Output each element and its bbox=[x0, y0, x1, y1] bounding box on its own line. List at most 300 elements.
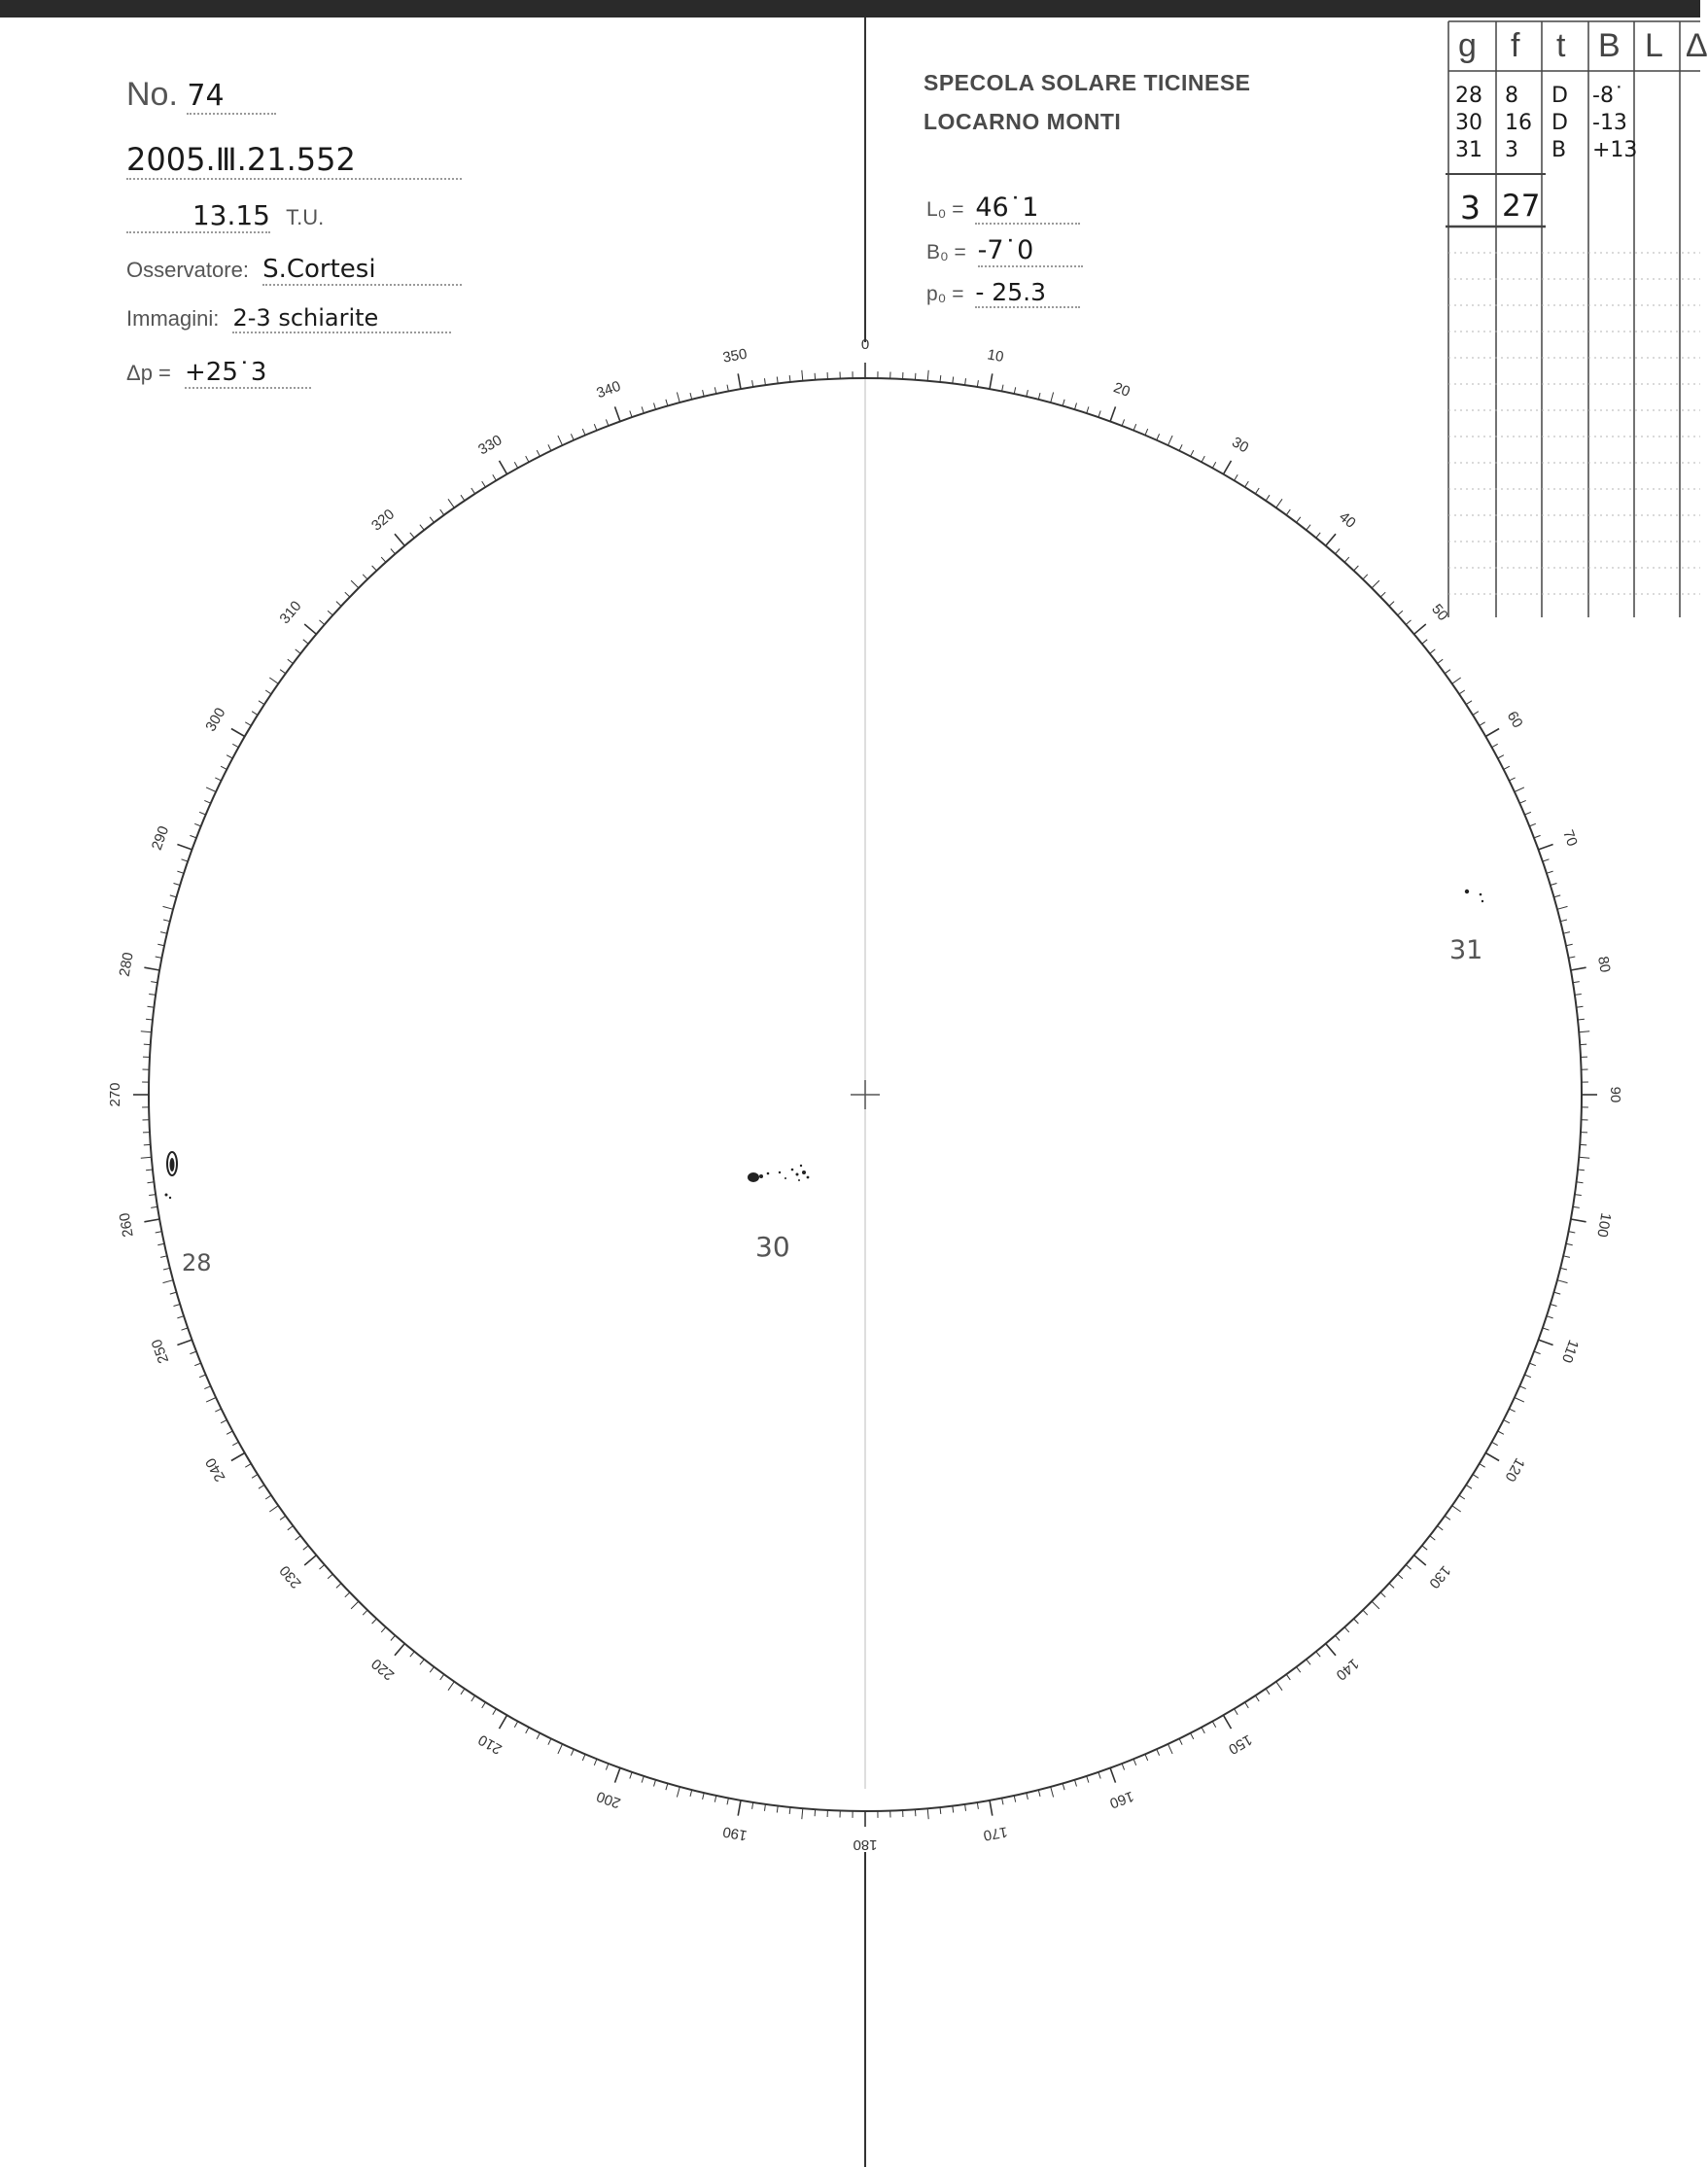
scale-tick bbox=[320, 620, 325, 625]
scale-tick bbox=[204, 1386, 210, 1389]
ephemeris-p0-label: p₀ = bbox=[926, 283, 964, 305]
delta-p-label: Δp = bbox=[126, 361, 171, 385]
scale-tick bbox=[440, 1674, 444, 1680]
scale-tick bbox=[1122, 1764, 1125, 1770]
scale-tick bbox=[206, 1398, 216, 1403]
scale-tick bbox=[1547, 1316, 1553, 1318]
sunspot-group-28 bbox=[165, 1152, 178, 1199]
sunspot-group-31 bbox=[1465, 890, 1483, 902]
scale-tick bbox=[1557, 1280, 1568, 1283]
images-value: 2-3 schiarite bbox=[232, 304, 451, 333]
scale-tick bbox=[1571, 967, 1586, 970]
scale-tick bbox=[1255, 488, 1259, 494]
scale-tick bbox=[1014, 1796, 1016, 1802]
scale-tick bbox=[558, 1744, 563, 1754]
scale-label-170: 170 bbox=[982, 1823, 1009, 1844]
scale-tick bbox=[990, 373, 993, 389]
scale-tick bbox=[493, 1709, 497, 1715]
scale-tick bbox=[199, 1375, 206, 1378]
ephemeris-l0-value: 46˙1 bbox=[975, 192, 1080, 225]
scale-tick bbox=[215, 778, 221, 781]
scale-tick bbox=[1553, 895, 1560, 897]
scale-tick bbox=[231, 1453, 245, 1461]
scale-tick bbox=[940, 375, 941, 382]
scale-tick bbox=[1430, 649, 1436, 653]
time-unit-label: T.U. bbox=[286, 205, 325, 229]
scale-tick bbox=[288, 1526, 294, 1530]
table-cell: 31 bbox=[1455, 138, 1482, 162]
scale-tick bbox=[1575, 995, 1582, 996]
scale-tick bbox=[1245, 1702, 1249, 1708]
scale-tick bbox=[351, 1601, 359, 1609]
scale-tick bbox=[1543, 1328, 1550, 1330]
scale-tick bbox=[345, 592, 350, 597]
table-header-f: f bbox=[1511, 27, 1520, 64]
scale-tick bbox=[420, 525, 424, 531]
scale-tick bbox=[163, 1280, 174, 1283]
scale-label-350: 350 bbox=[721, 345, 749, 367]
scale-tick bbox=[146, 1019, 153, 1020]
scale-tick bbox=[440, 509, 444, 515]
scale-tick bbox=[703, 390, 705, 397]
scale-tick bbox=[1438, 1526, 1444, 1530]
scale-tick bbox=[1224, 1715, 1232, 1729]
table-cell: +13 bbox=[1592, 138, 1638, 162]
scale-tick bbox=[1051, 1787, 1054, 1798]
sunspot-group-30 bbox=[748, 1165, 809, 1182]
ephemeris-l0-label: L₀ = bbox=[926, 198, 964, 221]
scale-tick bbox=[915, 373, 916, 380]
scale-tick bbox=[259, 1485, 264, 1488]
scale-tick bbox=[149, 1195, 156, 1196]
scale-tick bbox=[1473, 712, 1479, 716]
scale-tick bbox=[1336, 1635, 1341, 1640]
scale-tick bbox=[259, 701, 264, 705]
table-header-delta: Δ bbox=[1686, 27, 1708, 64]
scale-tick bbox=[1098, 1772, 1100, 1779]
scale-tick bbox=[410, 1652, 414, 1657]
scale-tick bbox=[1504, 766, 1510, 769]
scale-tick bbox=[677, 1787, 680, 1798]
scale-tick bbox=[615, 1768, 620, 1783]
scale-tick bbox=[157, 1243, 164, 1245]
scale-tick bbox=[1122, 419, 1125, 426]
scale-tick bbox=[1569, 957, 1576, 958]
scale-tick bbox=[163, 906, 174, 909]
scale-tick bbox=[227, 755, 232, 758]
scale-label-220: 220 bbox=[368, 1655, 399, 1684]
scale-tick bbox=[252, 712, 258, 716]
observatory-location: LOCARNO MONTI bbox=[924, 109, 1122, 134]
scale-label-340: 340 bbox=[594, 377, 623, 402]
scale-tick bbox=[303, 1546, 308, 1550]
record-number-value: 74 bbox=[187, 79, 276, 115]
scale-tick bbox=[802, 370, 803, 381]
observation-time: 13.15 bbox=[126, 199, 270, 233]
scale-tick bbox=[537, 450, 540, 456]
scale-tick bbox=[1145, 429, 1148, 436]
scale-tick bbox=[1430, 1536, 1436, 1540]
scale-tick bbox=[571, 1749, 574, 1755]
scale-label-90: 90 bbox=[1607, 1086, 1624, 1103]
scale-tick bbox=[280, 1516, 286, 1520]
scale-tick bbox=[1406, 1565, 1411, 1570]
scale-tick bbox=[1255, 1695, 1259, 1701]
scale-tick bbox=[144, 1219, 159, 1222]
scale-tick bbox=[1459, 690, 1465, 694]
scale-tick bbox=[1557, 906, 1568, 909]
scale-tick bbox=[177, 1316, 184, 1318]
scale-tick bbox=[280, 670, 286, 674]
scale-tick bbox=[204, 800, 210, 803]
scale-tick bbox=[642, 406, 644, 413]
table-cell: B bbox=[1551, 138, 1567, 162]
scale-tick bbox=[381, 1627, 386, 1632]
scale-tick bbox=[514, 1722, 517, 1728]
scale-tick bbox=[1566, 944, 1573, 946]
scale-tick bbox=[594, 1759, 597, 1765]
scale-tick bbox=[1380, 592, 1385, 597]
scale-tick bbox=[703, 1793, 705, 1800]
scale-tick bbox=[965, 378, 966, 385]
scale-label-260: 260 bbox=[116, 1211, 137, 1239]
scale-tick bbox=[381, 557, 386, 562]
scale-label-120: 120 bbox=[1501, 1454, 1528, 1485]
scale-tick bbox=[1519, 800, 1525, 803]
scale-tick bbox=[1157, 434, 1160, 439]
scale-tick bbox=[1168, 436, 1173, 445]
scale-tick bbox=[1354, 1619, 1359, 1624]
scale-tick bbox=[170, 1292, 177, 1294]
scale-tick bbox=[1307, 1660, 1310, 1665]
scale-tick bbox=[615, 406, 620, 421]
scale-tick bbox=[1529, 823, 1536, 826]
scale-tick bbox=[1571, 1219, 1586, 1222]
record-number-label: No. bbox=[126, 76, 178, 113]
scale-label-10: 10 bbox=[986, 346, 1005, 366]
scale-tick bbox=[1560, 1268, 1567, 1270]
scale-tick bbox=[265, 690, 271, 694]
scale-tick bbox=[1577, 1182, 1584, 1183]
scale-tick bbox=[1459, 1495, 1465, 1499]
scale-tick bbox=[953, 377, 954, 384]
scale-tick bbox=[1498, 755, 1504, 758]
scale-tick bbox=[582, 1754, 585, 1761]
scale-tick bbox=[227, 1431, 232, 1434]
scale-tick bbox=[1344, 1627, 1349, 1632]
scale-tick bbox=[1133, 424, 1136, 431]
scale-tick bbox=[765, 378, 766, 385]
scale-label-110: 110 bbox=[1557, 1337, 1583, 1366]
scale-label-310: 310 bbox=[276, 598, 305, 628]
scale-tick bbox=[157, 944, 164, 946]
scale-tick bbox=[1002, 1799, 1003, 1805]
scale-tick bbox=[558, 436, 563, 445]
scale-label-70: 70 bbox=[1559, 827, 1581, 849]
table-cell: 28 bbox=[1455, 84, 1482, 108]
scale-tick bbox=[420, 1660, 424, 1665]
scale-tick bbox=[977, 1802, 978, 1809]
scale-label-20: 20 bbox=[1111, 379, 1133, 401]
scale-tick bbox=[666, 400, 668, 406]
scale-tick bbox=[471, 488, 475, 494]
scale-tick bbox=[493, 474, 497, 480]
scale-tick bbox=[1191, 1733, 1194, 1739]
scale-tick bbox=[526, 1728, 529, 1733]
scale-tick bbox=[915, 1809, 916, 1816]
scale-tick bbox=[144, 967, 159, 970]
scale-tick bbox=[1398, 1574, 1403, 1579]
scale-tick bbox=[232, 1442, 238, 1445]
scale-label-210: 210 bbox=[475, 1730, 505, 1758]
scale-tick bbox=[149, 995, 156, 996]
scale-tick bbox=[1191, 450, 1194, 456]
scale-tick bbox=[654, 1780, 656, 1787]
scale-tick bbox=[1027, 390, 1028, 397]
scale-tick bbox=[1363, 575, 1368, 579]
scale-tick bbox=[1276, 1682, 1282, 1691]
scale-tick bbox=[160, 1256, 167, 1258]
scale-tick bbox=[1524, 812, 1531, 815]
scale-tick bbox=[245, 722, 251, 726]
scale-tick bbox=[363, 575, 367, 579]
scale-tick bbox=[1316, 1652, 1320, 1657]
scale-tick bbox=[1524, 1375, 1531, 1378]
table-header-b: B bbox=[1598, 27, 1621, 64]
scale-tick bbox=[965, 1804, 966, 1811]
scale-tick bbox=[391, 549, 396, 554]
scale-tick bbox=[1110, 1768, 1115, 1783]
scale-tick bbox=[1492, 744, 1498, 747]
scale-tick bbox=[690, 1790, 692, 1797]
scale-tick bbox=[1326, 1644, 1336, 1656]
scale-tick bbox=[802, 1808, 803, 1819]
scale-tick bbox=[1075, 403, 1077, 410]
delta-p-value: +25˙3 bbox=[185, 358, 311, 389]
scale-tick bbox=[1307, 525, 1310, 531]
scale-tick bbox=[482, 1702, 486, 1708]
scale-tick bbox=[156, 1232, 162, 1233]
scale-tick bbox=[526, 456, 529, 462]
scale-tick bbox=[1515, 787, 1524, 792]
scale-tick bbox=[1326, 534, 1336, 545]
scale-tick bbox=[177, 871, 184, 873]
scale-tick bbox=[269, 1506, 278, 1512]
scale-tick bbox=[1002, 385, 1003, 392]
scale-tick bbox=[1087, 1776, 1089, 1783]
scale-tick bbox=[1509, 778, 1515, 781]
scale-tick bbox=[1573, 982, 1580, 983]
scale-tick bbox=[482, 481, 486, 487]
scale-label-280: 280 bbox=[116, 951, 137, 978]
scale-label-140: 140 bbox=[1332, 1655, 1362, 1684]
scale-tick bbox=[199, 812, 206, 815]
scale-tick bbox=[815, 1809, 816, 1816]
scale-tick bbox=[231, 729, 245, 737]
scale-tick bbox=[320, 1565, 325, 1570]
scale-tick bbox=[1539, 1340, 1553, 1345]
scale-tick bbox=[1398, 611, 1403, 615]
scale-tick bbox=[1509, 1409, 1515, 1412]
scale-tick bbox=[1266, 495, 1270, 501]
scale-tick bbox=[927, 1808, 928, 1819]
scale-tick bbox=[328, 611, 332, 615]
scale-tick bbox=[269, 678, 278, 683]
scale-label-320: 320 bbox=[368, 506, 399, 535]
scale-tick bbox=[1087, 406, 1089, 413]
scale-tick bbox=[1563, 1256, 1570, 1258]
scale-tick bbox=[206, 787, 216, 792]
scale-tick bbox=[1504, 1420, 1510, 1423]
scale-tick bbox=[1389, 1584, 1394, 1589]
scale-tick bbox=[500, 1715, 507, 1729]
scale-tick bbox=[1560, 920, 1567, 922]
scale-tick bbox=[815, 373, 816, 380]
scale-tick bbox=[606, 1764, 609, 1770]
scale-tick bbox=[715, 1796, 716, 1802]
scale-tick bbox=[582, 429, 585, 436]
group-label-28: 28 bbox=[182, 1249, 212, 1276]
scale-label-160: 160 bbox=[1107, 1787, 1136, 1812]
scale-tick bbox=[174, 1305, 181, 1307]
scale-tick bbox=[372, 566, 377, 571]
scale-label-330: 330 bbox=[475, 432, 505, 459]
scale-tick bbox=[1492, 1442, 1498, 1445]
observer-label: Osservatore: bbox=[126, 258, 249, 282]
scale-tick bbox=[1297, 517, 1301, 523]
scale-tick bbox=[177, 1340, 192, 1345]
scale-tick bbox=[1551, 884, 1557, 886]
scale-label-240: 240 bbox=[202, 1454, 229, 1485]
scale-tick bbox=[1414, 1555, 1426, 1565]
table-header-l: L bbox=[1645, 27, 1663, 64]
scale-tick bbox=[1579, 1031, 1589, 1032]
scale-tick bbox=[430, 1667, 434, 1673]
scale-tick bbox=[1372, 1601, 1379, 1609]
scale-tick bbox=[1380, 1592, 1385, 1597]
scale-tick bbox=[1297, 1667, 1301, 1673]
scale-label-100: 100 bbox=[1593, 1211, 1615, 1239]
table-header-t: t bbox=[1556, 27, 1566, 64]
table-cell: -13 bbox=[1592, 111, 1627, 135]
scale-tick bbox=[977, 380, 978, 387]
scale-tick bbox=[1452, 1506, 1461, 1512]
table-cell: 8 bbox=[1505, 84, 1518, 108]
scale-tick bbox=[461, 1689, 465, 1695]
scale-tick bbox=[144, 1044, 151, 1045]
scale-tick bbox=[190, 835, 196, 838]
scale-tick bbox=[1452, 678, 1461, 683]
ephemeris-b0-label: B₀ = bbox=[926, 241, 966, 263]
scale-tick bbox=[1051, 393, 1054, 403]
scale-tick bbox=[160, 932, 167, 934]
scale-tick bbox=[1445, 1516, 1450, 1520]
observatory-name: SPECOLA SOLARE TICINESE bbox=[924, 70, 1251, 95]
scale-tick bbox=[265, 1495, 271, 1499]
scale-tick bbox=[727, 385, 728, 392]
scale-tick bbox=[1580, 1144, 1586, 1145]
data-table-dotted-rows bbox=[1448, 253, 1700, 594]
scale-tick bbox=[1519, 1386, 1525, 1389]
scale-tick bbox=[940, 1807, 941, 1814]
scale-tick bbox=[666, 1783, 668, 1790]
scale-tick bbox=[1014, 387, 1016, 394]
scale-tick bbox=[789, 1807, 790, 1814]
scale-tick bbox=[304, 1555, 316, 1565]
scale-tick bbox=[170, 895, 177, 897]
table-cell: D bbox=[1551, 84, 1568, 108]
scale-tick bbox=[1563, 932, 1570, 934]
scale-tick bbox=[1286, 1674, 1290, 1680]
scale-tick bbox=[1566, 1243, 1573, 1245]
scale-tick bbox=[182, 1328, 189, 1330]
scale-tick bbox=[1438, 659, 1444, 663]
observation-date: 2005.Ⅲ.21.552 bbox=[126, 141, 462, 180]
scale-tick bbox=[1551, 1305, 1557, 1307]
scale-tick bbox=[1354, 566, 1359, 571]
scale-tick bbox=[738, 373, 741, 389]
scale-tick bbox=[537, 1733, 540, 1739]
scale-tick bbox=[1578, 1019, 1585, 1020]
scale-tick bbox=[1529, 1363, 1536, 1366]
scale-tick bbox=[1224, 461, 1232, 474]
scale-tick bbox=[1363, 1610, 1368, 1615]
scale-label-0: 0 bbox=[860, 335, 870, 353]
scale-tick bbox=[642, 1776, 644, 1783]
scale-tick bbox=[1038, 393, 1040, 400]
scale-tick bbox=[1235, 474, 1238, 480]
scale-label-270: 270 bbox=[106, 1082, 123, 1107]
scale-tick bbox=[146, 1170, 153, 1171]
scale-tick bbox=[594, 424, 597, 431]
scale-tick bbox=[391, 1635, 396, 1640]
scale-tick bbox=[953, 1806, 954, 1813]
scale-tick bbox=[395, 534, 404, 545]
scale-tick bbox=[927, 370, 928, 381]
scale-tick bbox=[1157, 1749, 1160, 1755]
scale-tick bbox=[1212, 462, 1215, 468]
scale-tick bbox=[303, 640, 308, 644]
scale-tick bbox=[1480, 722, 1485, 726]
scale-tick bbox=[296, 649, 301, 653]
scale-tick bbox=[1580, 1044, 1586, 1045]
scale-tick bbox=[177, 845, 192, 850]
scale-tick bbox=[789, 375, 790, 382]
scale-tick bbox=[1485, 1453, 1499, 1461]
observer-value: S.Cortesi bbox=[262, 255, 462, 286]
scale-tick bbox=[630, 411, 632, 418]
scale-tick bbox=[395, 1644, 404, 1656]
scale-tick bbox=[461, 495, 465, 501]
scale-tick bbox=[1480, 1464, 1485, 1468]
scale-tick bbox=[151, 1206, 157, 1207]
scale-tick bbox=[1539, 845, 1553, 850]
scale-tick bbox=[1075, 1780, 1077, 1787]
scale-tick bbox=[1266, 1689, 1270, 1695]
scale-tick bbox=[1202, 1728, 1204, 1733]
scale-tick bbox=[1422, 1546, 1427, 1550]
scale-tick bbox=[752, 380, 753, 387]
table-total-spots: 27 bbox=[1502, 189, 1541, 224]
scale-tick bbox=[1543, 859, 1550, 861]
scale-tick bbox=[1212, 1722, 1215, 1728]
scale-tick bbox=[336, 602, 341, 607]
scale-tick bbox=[1286, 509, 1290, 515]
scale-tick bbox=[1466, 701, 1472, 705]
scale-label-290: 290 bbox=[148, 823, 173, 853]
scale-tick bbox=[345, 1592, 350, 1597]
scale-tick bbox=[1027, 1793, 1028, 1800]
